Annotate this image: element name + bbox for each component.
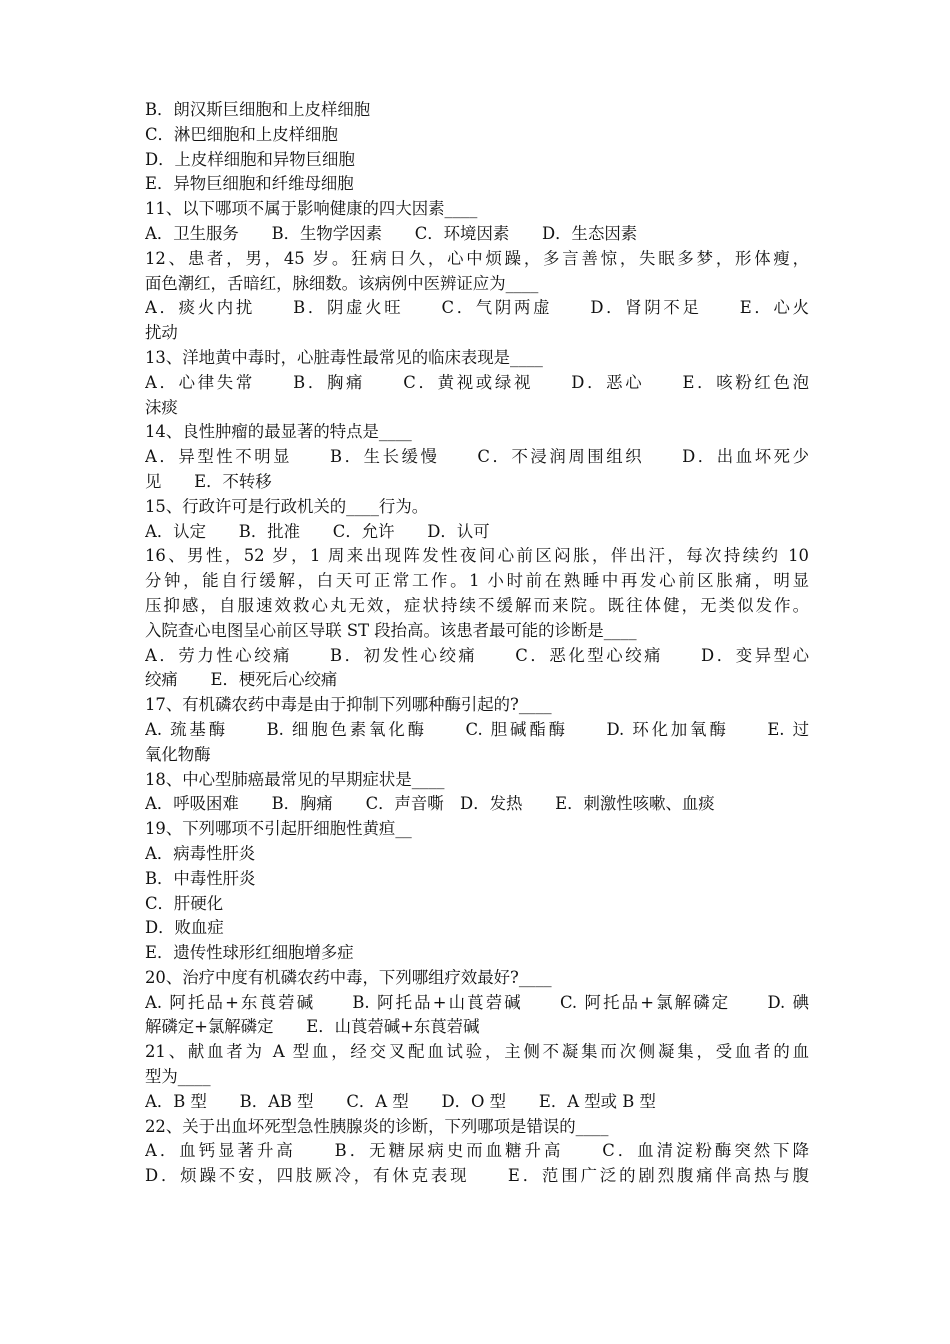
question-line: 压抑感，自服速效救心丸无效，症状持续不缓解而来院。既往体健，无类似发作。 bbox=[145, 595, 809, 615]
question-line: 13、洋地黄中毒时，心脏毒性最常见的临床表现是____ bbox=[145, 347, 543, 367]
question-line: 17、有机磷农药中毒是由于抑制下列哪种酶引起的?____ bbox=[145, 695, 552, 715]
options-line: A．卫生服务 B．生物学因素 C．环境因素 D．生态因素 bbox=[145, 223, 638, 243]
question-line: 15、行政许可是行政机关的____行为。 bbox=[145, 496, 429, 516]
question-line: 21、献血者为 A 型血，经交叉配血试验，主侧不凝集而次侧凝集，受血者的血 bbox=[145, 1042, 809, 1062]
question-line: 面色潮红，舌暗红，脉细数。该病例中医辨证应为____ bbox=[145, 273, 539, 293]
text-line: B．朗汉斯巨细胞和上皮样细胞 bbox=[145, 100, 371, 119]
question-line: 18、中心型肺癌最常见的早期症状是____ bbox=[145, 769, 445, 789]
question-line: 20、治疗中度有机磷农药中毒，下列哪组疗效最好?____ bbox=[145, 967, 552, 987]
option-line: A．病毒性肝炎 bbox=[145, 843, 256, 863]
text-line: D．上皮样细胞和异物巨细胞 bbox=[145, 149, 355, 169]
text-line: C．淋巴细胞和上皮样细胞 bbox=[145, 124, 338, 144]
options-line: 见 E．不转移 bbox=[145, 471, 272, 491]
question-line: 19、下列哪项不引起肝细胞性黄疸__ bbox=[145, 819, 412, 839]
question-line: 型为____ bbox=[145, 1067, 211, 1087]
options-line: A. 巯基酶 B. 细胞色素氧化酶 C. 胆碱酯酶 D. 环化加氧酶 E. 过 bbox=[145, 719, 809, 739]
options-line: A．认定 B．批准 C．允许 D．认可 bbox=[145, 521, 490, 541]
options-line: A. 阿托品+东莨菪碱 B. 阿托品+山莨菪碱 C. 阿托品+氯解磷定 D. 碘 bbox=[145, 992, 809, 1012]
option-line: C．肝硬化 bbox=[145, 893, 224, 913]
question-line: 11、以下哪项不属于影响健康的四大因素____ bbox=[145, 199, 478, 219]
options-line: A．痰火内扰 B．阴虚火旺 C．气阴两虚 D．肾阴不足 E．心火 bbox=[145, 298, 809, 318]
options-line: 扰动 bbox=[145, 323, 178, 343]
question-line: 12、患者，男，45 岁。狂病日久，心中烦躁，多言善惊，失眠多梦，形体瘦， bbox=[145, 248, 809, 268]
options-line: D．烦躁不安，四肢厥冷，有休克表现 E．范围广泛的剧烈腹痛伴高热与腹 bbox=[145, 1166, 809, 1186]
options-line: 绞痛 E．梗死后心绞痛 bbox=[145, 670, 338, 690]
question-line: 14、良性肿瘤的最显著的特点是____ bbox=[145, 422, 412, 442]
options-line: A．异型性不明显 B．生长缓慢 C．不浸润周围组织 D．出血坏死少 bbox=[145, 447, 809, 467]
option-line: E．遗传性球形红细胞增多症 bbox=[145, 943, 354, 963]
question-line: 22、关于出血坏死型急性胰腺炎的诊断，下列哪项是错误的____ bbox=[145, 1116, 609, 1136]
option-line: B．中毒性肝炎 bbox=[145, 868, 256, 888]
options-line: A．心律失常 B．胸痛 C．黄视或绿视 D．恶心 E．咳粉红色泡 bbox=[145, 372, 809, 392]
options-line: A．B 型 B．AB 型 C．A 型 D．O 型 E．A 型或 B 型 bbox=[145, 1091, 656, 1111]
option-line: D．败血症 bbox=[145, 918, 224, 938]
options-line: 氧化物酶 bbox=[145, 744, 211, 764]
options-line: 解磷定+氯解磷定 E．山莨菪碱+东莨菪碱 bbox=[145, 1017, 480, 1037]
question-line: 入院查心电图呈心前区导联 ST 段抬高。该患者最可能的诊断是____ bbox=[145, 620, 637, 640]
options-line: A．呼吸困难 B．胸痛 C．声音嘶 D．发热 E．刺激性咳嗽、血痰 bbox=[145, 794, 715, 814]
document-page bbox=[145, 98, 809, 1189]
question-line: 16、男性，52 岁，1 周来出现阵发性夜间心前区闷胀，伴出汗，每次持续约 10 bbox=[145, 546, 809, 566]
options-line: A．劳力性心绞痛 B．初发性心绞痛 C．恶化型心绞痛 D．变异型心 bbox=[145, 645, 809, 665]
options-line: A．血钙显著升高 B．无糖尿病史而血糖升高 C．血清淀粉酶突然下降 bbox=[145, 1141, 809, 1161]
options-line: 沫痰 bbox=[145, 397, 178, 417]
text-line: E．异物巨细胞和纤维母细胞 bbox=[145, 174, 354, 194]
question-line: 分钟，能自行缓解，白天可正常工作。1 小时前在熟睡中再发心前区胀痛，明显 bbox=[145, 571, 809, 591]
